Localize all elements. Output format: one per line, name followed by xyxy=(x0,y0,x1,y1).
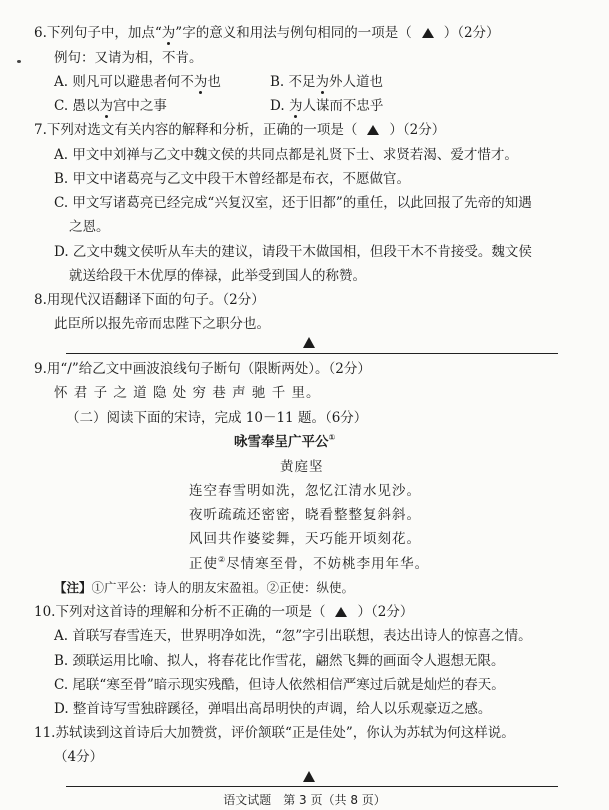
q6-option-c: C. 愚以为宫中之事 xyxy=(54,98,167,114)
q10-option-c: C. 尾联“寒至骨”暗示现实残酷，但诗人依然相信严寒过后就是灿烂的春天。 xyxy=(54,677,505,693)
q11-stem: 11.苏轼读到这首诗后大加赞赏，评价颔联“正是佳处”，你认为苏轼为何这样说。 xyxy=(34,725,515,741)
answer-line xyxy=(66,353,558,354)
ink-mark xyxy=(17,60,21,63)
q7-option-c-line1: C. 甲文写诸葛亮已经完成“兴复汉室，还于旧都”的重任，以此回报了先帝的知遇 xyxy=(54,195,532,211)
q9-sentence: 怀 君 子 之 道 隐 处 穷 巷 声 驰 千 里。 xyxy=(54,385,321,401)
answer-triangle-icon xyxy=(367,125,379,135)
q10-option-b: B. 颈联运用比喻、拟人，将春花比作雪花，翩然飞舞的画面令人遐想无限。 xyxy=(54,653,505,669)
q6-option-a: A. 则凡可以避患者何不为也 xyxy=(54,74,221,90)
poem-line-4: 正使②尽情寒至骨，不妨桃李用年华。 xyxy=(189,555,430,572)
answer-triangle-icon xyxy=(422,28,434,38)
poem-line-1: 连空春雪明如洗，忽忆江清水见沙。 xyxy=(189,483,421,499)
q9-stem: 9.用“/”给乙文中画波浪线句子断句（限断两处）。（2分） xyxy=(34,361,371,377)
q10-stem: 10.下列对这首诗的理解和分析不正确的一项是（ ）（2分） xyxy=(34,604,414,620)
page-footer: 语文试题 第 3 页（共 8 页） xyxy=(223,793,386,807)
q7-stem: 7.下列对选文有关内容的解释和分析，正确的一项是（ ）（2分） xyxy=(34,122,446,138)
answer-triangle-icon xyxy=(335,607,347,617)
poem-author: 黄庭坚 xyxy=(280,459,324,475)
q10-option-a: A. 首联写春雪连天，世界明净如洗，“忽”字引出联想，表达出诗人的惊喜之情。 xyxy=(54,628,532,644)
q8-sentence: 此臣所以报先帝而忠陛下之职分也。 xyxy=(54,316,270,332)
section-intro: （二）阅读下面的宋诗，完成 10－11 题。（6分） xyxy=(66,410,368,426)
q6-example: 例句：又请为相，不肯。 xyxy=(54,50,203,66)
poem-title: 咏雪奉呈广平公① xyxy=(234,433,336,450)
poem-line-2: 夜听疏疏还密密，晓看整整复斜斜。 xyxy=(189,507,421,523)
q7-option-a: A. 甲文中刘禅与乙文中魏文侯的共同点都是礼贤下士、求贤若渴、爱才惜才。 xyxy=(54,147,518,163)
answer-triangle-icon xyxy=(303,337,315,348)
q11-score: （4分） xyxy=(54,749,104,765)
q8-stem: 8.用现代汉语翻译下面的句子。（2分） xyxy=(34,292,265,308)
poem-line-3: 风回共作婆娑舞，天巧能开顷刻花。 xyxy=(189,531,421,547)
q7-option-b: B. 甲文中诸葛亮与乙文中段干木曾经都是布衣，不愿做官。 xyxy=(54,171,411,187)
q6-option-d: D. 为人谋而不忠乎 xyxy=(270,98,384,114)
q7-option-c-line2: 之恩。 xyxy=(69,219,110,235)
q6-stem: 6.下列句子中，加点“为”字的意义和用法与例句相同的一项是（ ）（2分） xyxy=(34,25,500,41)
q7-option-d-line1: D. 乙文中魏文侯听从车夫的建议，请段干木做国相，但段干木不肯接受。魏文侯 xyxy=(54,244,532,260)
q6-option-b: B. 不足为外人道也 xyxy=(270,74,384,90)
q7-option-d-line2: 就送给段干木优厚的俸禄，此举受到国人的称赞。 xyxy=(69,268,366,284)
q10-option-d: D. 整首诗写雪独辟蹊径，弹唱出高昂明快的声调，给人以乐观豪迈之感。 xyxy=(54,701,492,717)
answer-triangle-icon xyxy=(303,771,315,782)
poem-note: 【注】①广平公：诗人的朋友宋盈祖。②正使：纵使。 xyxy=(54,580,355,595)
answer-line xyxy=(66,786,558,787)
